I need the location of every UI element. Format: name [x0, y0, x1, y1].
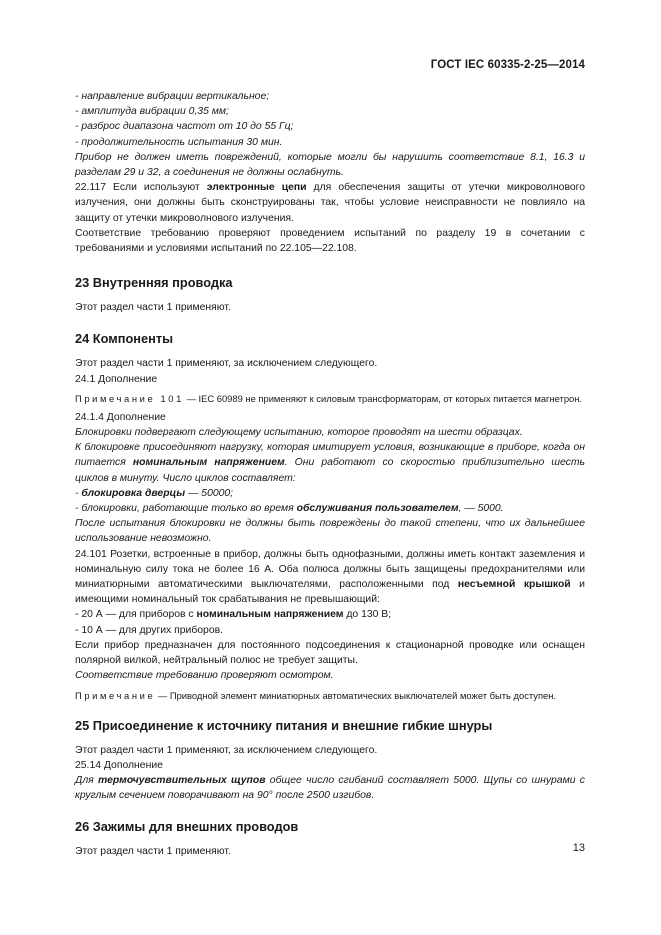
text-run: общее число сгибаний составляет 5000. Щупы со шнурами с круглым сечением поворачивают на 90° после 2500 изгибов.: [75, 774, 585, 802]
page-number: 13: [572, 842, 585, 854]
defined-term: номинальным напряжением: [132, 457, 285, 469]
paragraph: Этот раздел части 1 применяют.: [75, 302, 231, 314]
text-run: и имеющими номинальный ток срабатывания не превышающий:: [75, 579, 585, 606]
test-condition-line: - продолжительность испытания 30 мин.: [75, 136, 283, 148]
paragraph: [75, 773, 585, 803]
defined-term: несъемной крышкой: [457, 579, 571, 591]
text-run: до 130 В;: [343, 609, 392, 621]
text-run: Для: [75, 774, 99, 786]
defined-term: номинальным напряжением: [196, 609, 344, 621]
text-run: , — 5000.: [458, 503, 504, 515]
test-condition-line: - амплитуда вибрации 0,35 мм;: [75, 106, 229, 118]
paragraph: Этот раздел части 1 применяют.: [75, 846, 231, 858]
subsection-heading: 24.1.4 Дополнение: [75, 411, 166, 423]
text-run: - блокировки, работающие только во время: [75, 503, 297, 515]
paragraph: Прибор не должен иметь повреждений, которые могли бы нарушить соответствие 8.1, 16.3 и разделам 29 и 32, а соединения не должны ослабнуть.: [75, 151, 585, 179]
document-code-header: ГОСТ IEC 60335-2-25—2014: [430, 59, 585, 71]
paragraph: Соответствие требованию проверяют проведением испытаний по разделу 19 в сочетании с требованиями и условиями испытаний по 22.105—22.108.: [75, 227, 585, 255]
list-item: - 10 А — для других приборов.: [75, 624, 224, 636]
subsection-heading: 25.14 Дополнение: [75, 759, 163, 771]
section-heading-25: 25 Присоединение к источнику питания и внешние гибкие шнуры: [75, 717, 493, 733]
note: [75, 689, 585, 702]
text-run: -: [75, 487, 82, 499]
paragraph: Соответствие требованию проверяют осмотром.: [75, 670, 334, 682]
paragraph: [75, 440, 585, 486]
section-heading-26: 26 Зажимы для внешних проводов: [75, 819, 299, 835]
note-label: Примечание: [75, 689, 156, 701]
defined-term: обслуживания пользователем: [296, 503, 459, 515]
list-item: [75, 501, 585, 516]
list-item: [75, 607, 585, 622]
text-run: - 20 А — для приборов с: [75, 609, 197, 621]
test-condition-line: - направление вибрации вертикальное;: [75, 91, 270, 102]
text-run: К блокировке присоединяют нагрузку, которая имитирует условия, возникающие в приборе, когда он питается: [75, 442, 585, 469]
paragraph: Этот раздел части 1 применяют, за исключением следующего.: [75, 358, 378, 370]
test-condition-line: - разброс диапазона частот от 10 до 55 Гц;: [75, 121, 294, 133]
note-text: — IEC 60989 не применяют к силовым трансформаторам, от которых питается магнетрон.: [183, 392, 583, 404]
paragraph: Если прибор предназначен для постоянного подсоединения к стационарной проводке или оснащен полярной вилкой, нейтральный полюс не требует защиты.: [75, 639, 585, 667]
paragraph: Блокировки подвергают следующему испытанию, которое проводят на шести образцах.: [75, 427, 523, 439]
paragraph: Этот раздел части 1 применяют, за исключением следующего.: [75, 744, 378, 756]
paragraph-24-101: [75, 547, 585, 608]
defined-term: блокировка дверцы: [81, 487, 186, 499]
defined-term: электронные цепи: [206, 182, 307, 194]
list-item: [75, 486, 585, 501]
text-run: для обеспечения защиты от утечки микроволнового излучения, они должны быть сконструированы так, чтобы условие неисправности не повлияло на защиту от утечки микроволнового излучения.: [75, 182, 585, 224]
paragraph: После испытания блокировки не должны быть повреждены до такой степени, что их дальнейшее использование невозможно.: [75, 518, 585, 545]
text-run: . Они работают со скоростью приблизительно шесть циклов в минуту. Число циклов составляет:: [75, 457, 585, 484]
note-text: — Приводной элемент миниатюрных автоматических выключателей может быть доступен.: [155, 689, 557, 701]
defined-term: термочувствительных щупов: [98, 774, 266, 786]
note-101: [75, 392, 585, 405]
text-run: 22.117 Если используют: [75, 182, 207, 194]
text-run: 24.101 Розетки, встроенные в прибор, должны быть однофазными, должны иметь контакт заземления и номинальную силу тока не более 16 А. Оба полюса должны быть защищены предохранителями или миниатюрными автоматическими выключателями, расположенными под: [75, 548, 585, 591]
note-label: Примечание 101: [75, 392, 184, 404]
document-body: [75, 89, 585, 860]
paragraph-22-117: [75, 180, 585, 226]
section-heading-23: 23 Внутренняя проводка: [75, 275, 233, 291]
subsection-heading: 24.1 Дополнение: [75, 373, 158, 385]
text-run: — 50000;: [185, 487, 234, 499]
section-heading-24: 24 Компоненты: [75, 331, 174, 347]
